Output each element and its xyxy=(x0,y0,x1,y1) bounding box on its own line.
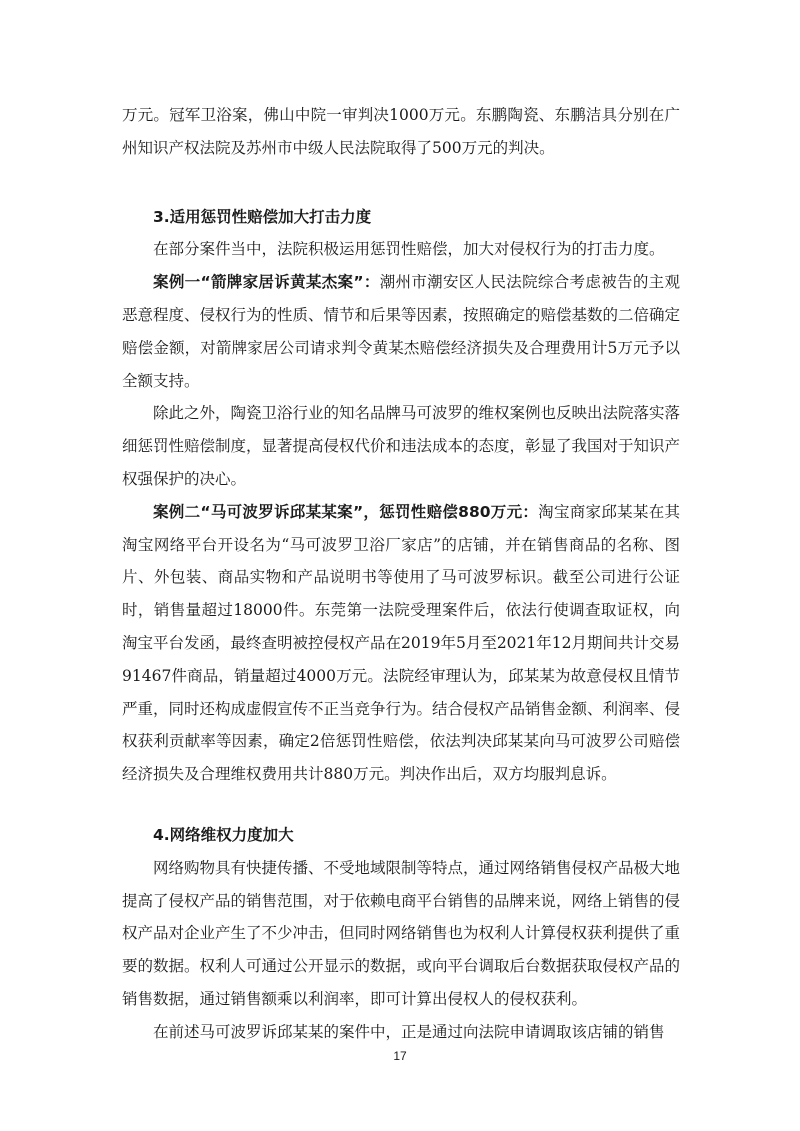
paragraph-punitive-intro: 在部分案件当中，法院积极运用惩罚性赔偿，加大对侵权行为的打击力度。 xyxy=(153,240,665,259)
paragraph-continued: 在前述马可波罗诉邱某某的案件中，正是通过向法院申请调取该店铺的销售 xyxy=(153,1022,665,1041)
paragraph-online-sales: 网络购物具有快捷传播、不受地域限制等特点，通过网络销售侵权产品极大地提高了侵权产品的销售范围，对于依赖电商平台销售的品牌来说，网络上销售的侵权产品对企业产生了不少冲击，但同时网络销售也为权利人计算侵权获利提供了重要的数据。权利人可通过公开显示的数据，或向平台调取后台数据获取侵权产品的销售数据，通过销售额乘以利润率，即可计算出侵权人的侵权获利。 xyxy=(122,858,681,1008)
paragraph-award-amounts: 万元。冠军卫浴案，佛山中院一审判决1000万元。东鹏陶瓷、东鹏洁具分别在广州知识产权法院及苏州市中级人民法院取得了500万元的判决。 xyxy=(122,106,680,157)
paragraph-marco-polo-intro: 除此之外，陶瓷卫浴行业的知名品牌马可波罗的维权案例也反映出法院落实落细惩罚性赔偿制度，显著提高侵权代价和违法成本的态度，彰显了我国对于知识产权强保护的决心。 xyxy=(122,404,681,488)
case-one-title: 案例一“箭牌家居诉黄某杰案”： xyxy=(153,273,380,292)
section-heading-punitive-damages: 3.适用惩罚性赔偿加大打击力度 xyxy=(153,207,372,226)
document-page xyxy=(122,99,680,1049)
paragraph-case-one xyxy=(122,266,680,397)
page-number: 17 xyxy=(393,1049,407,1063)
paragraph-case-two xyxy=(122,496,680,791)
case-two-body: 淘宝商家邱某某在其淘宝网络平台开设名为“马可波罗卫浴厂家店”的店铺，并在销售商品的名称、图片、外包装、商品实物和产品说明书等使用了马可波罗标识。截至公司进行公证时，销售量超过18000件。东莞第一法院受理案件后，依法行使调查取证权，向淘宝平台发函，最终查明被控侵权产品在2019年5月至2021年12月期间共计交易91467件商品，销量超过4000万元。法院经审理认为，邱某某为故意侵权且情节严重，同时还构成虚假宣传不正当竞争行为。结合侵权产品销售金额、利润率、侵权获利贡献率等因素，确定2倍惩罚性赔偿，依法判决邱某某向马可波罗公司赔偿经济损失及合理维权费用共计880万元。判决作出后，双方均服判息诉。 xyxy=(122,502,681,784)
case-one-body: 潮州市潮安区人民法院综合考虑被告的主观恶意程度、侵权行为的性质、情节和后果等因素，按照确定的赔偿基数的二倍确定赔偿金额，对箭牌家居公司请求判令黄某杰赔偿经济损失及合理费用计5万元予以全额支持。 xyxy=(122,273,681,390)
case-two-title: 案例二“马可波罗诉邱某某案”，惩罚性赔偿880万元： xyxy=(153,502,539,521)
section-heading-online-enforcement: 4.网络维权力度加大 xyxy=(153,825,294,844)
